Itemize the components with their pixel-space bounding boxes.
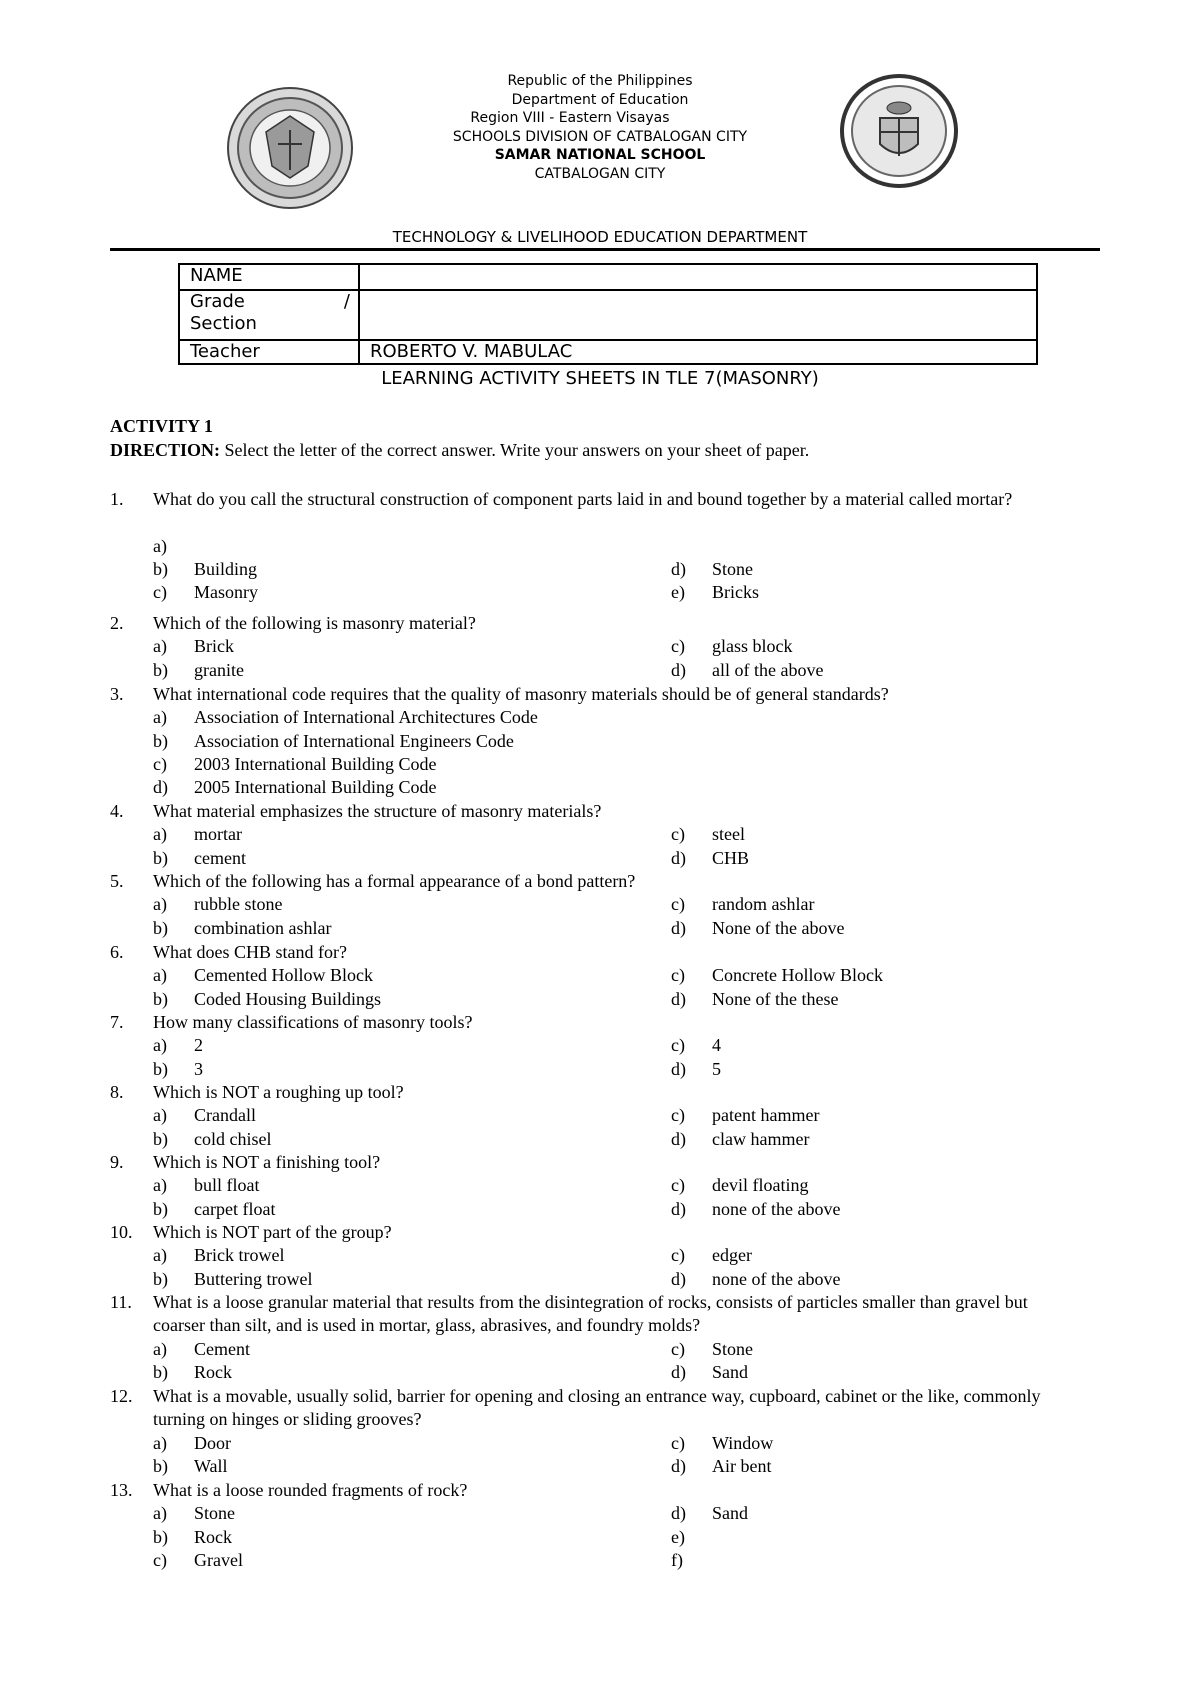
option-letter: a): [153, 535, 167, 556]
option-letter: a): [153, 1338, 167, 1359]
option-letter: a): [153, 1503, 167, 1524]
question-text: What is a movable, usually solid, barrier for opening and closing an entrance way, cupboard, cabinet or the like, commonly turning on hinges or sliding grooves?: [153, 1386, 1041, 1429]
option-text: Door: [194, 1432, 231, 1453]
option-text: Wall: [194, 1455, 228, 1476]
option-letter: c): [671, 824, 685, 845]
option-text: Brick: [194, 636, 234, 657]
option-letter: b): [153, 847, 168, 868]
question-number: 9.: [110, 1152, 124, 1172]
option-text: 4: [712, 1035, 721, 1056]
direction-label: DIRECTION:: [110, 440, 221, 460]
question-number: 5.: [110, 871, 124, 891]
option-text: Crandall: [194, 1105, 256, 1126]
option-letter: d): [671, 558, 686, 579]
option-text: 2005 International Building Code: [194, 777, 437, 798]
question-text: What is a loose rounded fragments of rock?: [153, 1480, 468, 1500]
option-letter: b): [153, 917, 168, 938]
question-number: 7.: [110, 1012, 124, 1032]
question-text: Which of the following is masonry material?: [153, 613, 476, 633]
question-number: 1.: [110, 489, 124, 509]
question-number: 3.: [110, 684, 124, 704]
question-text: Which is NOT a roughing up tool?: [153, 1082, 404, 1102]
option-letter: b): [153, 1268, 168, 1289]
option-text: None of the above: [712, 917, 845, 938]
question-number: 11.: [110, 1292, 132, 1312]
option-text: Coded Housing Buildings: [194, 988, 382, 1009]
option-letter: c): [153, 753, 167, 774]
option-text: Rock: [194, 1361, 232, 1382]
option-letter: b): [153, 1128, 168, 1149]
question-text: How many classifications of masonry tools?: [153, 1012, 473, 1032]
question-text: Which is NOT part of the group?: [153, 1222, 392, 1242]
option-letter: c): [671, 636, 685, 657]
option-text: 3: [194, 1058, 203, 1079]
option-letter: d): [671, 988, 686, 1009]
deped-seal-logo: [226, 86, 354, 210]
header-division: SCHOOLS DIVISION OF CATBALOGAN CITY: [452, 128, 748, 145]
name-label: NAME: [179, 264, 359, 290]
option-text: 2: [194, 1035, 203, 1056]
option-letter: e): [671, 1526, 685, 1547]
header-region: Region VIII - Eastern Visayas: [470, 110, 670, 126]
grade-section-field[interactable]: [359, 290, 1037, 340]
header-school: SAMAR NATIONAL SCHOOL: [494, 147, 706, 163]
option-letter: e): [671, 582, 685, 603]
option-letter: d): [671, 1268, 686, 1289]
option-text: Stone: [194, 1503, 236, 1524]
option-letter: a): [153, 824, 167, 845]
option-letter: d): [671, 1361, 686, 1382]
activity-header: [110, 414, 809, 462]
option-text: cement: [194, 847, 246, 868]
question-number: 12.: [110, 1386, 133, 1406]
option-letter: d): [671, 1058, 686, 1079]
option-text: none of the above: [712, 1268, 841, 1289]
option-letter: c): [671, 1245, 685, 1266]
grade-section-label: [179, 290, 359, 340]
option-letter: a): [153, 636, 167, 657]
option-letter: b): [153, 1526, 168, 1547]
option-letter: a): [153, 894, 167, 915]
option-letter: b): [153, 558, 168, 579]
option-letter: b): [153, 1198, 168, 1219]
option-text: devil floating: [712, 1175, 809, 1196]
option-letter: c): [153, 582, 167, 603]
school-seal-logo: [840, 74, 958, 188]
teacher-field: ROBERTO V. MABULAC: [359, 340, 1037, 364]
option-letter: c): [671, 894, 685, 915]
option-text: all of the above: [712, 659, 824, 680]
option-text: Building: [194, 558, 258, 579]
header-city: CATBALOGAN CITY: [534, 165, 666, 182]
option-text: carpet float: [194, 1198, 276, 1219]
sheet-title: LEARNING ACTIVITY SHEETS IN TLE 7(MASONRY): [381, 368, 819, 389]
option-letter: c): [671, 1338, 685, 1359]
grade-slash: /: [343, 291, 350, 312]
department-title: TECHNOLOGY & LIVELIHOOD EDUCATION DEPARTMENT: [392, 228, 808, 246]
option-letter: a): [153, 1175, 167, 1196]
option-letter: b): [153, 1361, 168, 1382]
question-text: What does CHB stand for?: [153, 942, 347, 962]
option-text: Air bent: [712, 1455, 772, 1476]
option-text: Sand: [712, 1361, 748, 1382]
option-text: glass block: [712, 636, 793, 657]
option-text: none of the above: [712, 1198, 841, 1219]
option-letter: a): [153, 1035, 167, 1056]
header-divider: [110, 248, 1100, 251]
option-letter: b): [153, 730, 168, 751]
student-info-table: [178, 263, 1038, 365]
option-letter: b): [153, 988, 168, 1009]
question-text: What do you call the structural construction of component parts laid in and bound together by a material called mortar?: [153, 489, 1013, 509]
option-text: Association of International Engineers Code: [194, 730, 514, 751]
activity-title: ACTIVITY 1: [110, 416, 213, 436]
question-text: Which is NOT a finishing tool?: [153, 1152, 381, 1172]
option-letter: a): [153, 1105, 167, 1126]
option-text: Stone: [712, 558, 754, 579]
option-letter: d): [671, 1128, 686, 1149]
option-text: 2003 International Building Code: [194, 753, 437, 774]
option-letter: b): [153, 1455, 168, 1476]
option-text: bull float: [194, 1175, 260, 1196]
header-republic: Republic of the Philippines: [507, 73, 693, 89]
option-letter: d): [671, 847, 686, 868]
option-text: random ashlar: [712, 894, 815, 915]
grade-label: Grade: [190, 291, 245, 312]
question-number: 4.: [110, 801, 124, 821]
option-letter: d): [153, 777, 168, 798]
question-text: What material emphasizes the structure of masonry materials?: [153, 801, 602, 821]
option-letter: c): [671, 1432, 685, 1453]
option-text: 5: [712, 1058, 721, 1079]
option-text: Stone: [712, 1338, 754, 1359]
teacher-label: Teacher: [179, 340, 359, 364]
question-number: 13.: [110, 1480, 133, 1500]
option-text: steel: [712, 824, 745, 845]
option-letter: c): [671, 965, 685, 986]
option-letter: d): [671, 1503, 686, 1524]
name-field[interactable]: [359, 264, 1037, 290]
option-text: Concrete Hollow Block: [712, 965, 883, 986]
option-letter: c): [671, 1175, 685, 1196]
question-text: What international code requires that the quality of masonry materials should be of general standards?: [153, 684, 889, 704]
option-text: Gravel: [194, 1549, 243, 1570]
direction-text: Select the letter of the correct answer. Write your answers on your sheet of paper.: [220, 440, 810, 460]
option-text: Association of International Architectures Code: [194, 707, 538, 728]
option-letter: f): [671, 1549, 683, 1570]
option-text: Brick trowel: [194, 1245, 285, 1266]
option-text: CHB: [712, 847, 750, 868]
option-text: Window: [712, 1432, 774, 1453]
option-text: Bricks: [712, 582, 759, 603]
option-letter: c): [671, 1105, 685, 1126]
option-letter: d): [671, 1198, 686, 1219]
option-letter: d): [671, 917, 686, 938]
question-number: 8.: [110, 1082, 124, 1102]
option-text: edger: [712, 1245, 752, 1266]
question-text: What is a loose granular material that results from the disintegration of rocks, consists of particles smaller than gravel but coarser than silt, and is used in mortar, glass, abrasives, and foundry molds?: [153, 1292, 1028, 1335]
option-letter: d): [671, 1455, 686, 1476]
header-department: Department of Education: [511, 91, 689, 108]
option-text: Cement: [194, 1338, 250, 1359]
option-text: combination ashlar: [194, 917, 332, 938]
question-number: 6.: [110, 942, 124, 962]
letterhead: [400, 72, 800, 183]
option-text: mortar: [194, 824, 242, 845]
option-text: patent hammer: [712, 1105, 820, 1126]
option-letter: c): [153, 1549, 167, 1570]
option-letter: a): [153, 1432, 167, 1453]
option-letter: b): [153, 659, 168, 680]
option-letter: c): [671, 1035, 685, 1056]
question-text: Which of the following has a formal appearance of a bond pattern?: [153, 871, 636, 891]
question-number: 10.: [110, 1222, 133, 1242]
option-letter: a): [153, 965, 167, 986]
option-text: Sand: [712, 1503, 748, 1524]
option-letter: a): [153, 1245, 167, 1266]
option-text: granite: [194, 659, 244, 680]
option-text: cold chisel: [194, 1128, 272, 1149]
option-text: Rock: [194, 1526, 232, 1547]
option-text: claw hammer: [712, 1128, 810, 1149]
question-number: 2.: [110, 613, 124, 633]
option-text: Cemented Hollow Block: [194, 965, 373, 986]
option-letter: d): [671, 659, 686, 680]
section-label: Section: [190, 313, 257, 334]
option-letter: a): [153, 707, 167, 728]
option-text: Buttering trowel: [194, 1268, 313, 1289]
option-text: None of the these: [712, 988, 839, 1009]
option-letter: b): [153, 1058, 168, 1079]
option-text: rubble stone: [194, 894, 283, 915]
option-text: Masonry: [194, 582, 258, 603]
